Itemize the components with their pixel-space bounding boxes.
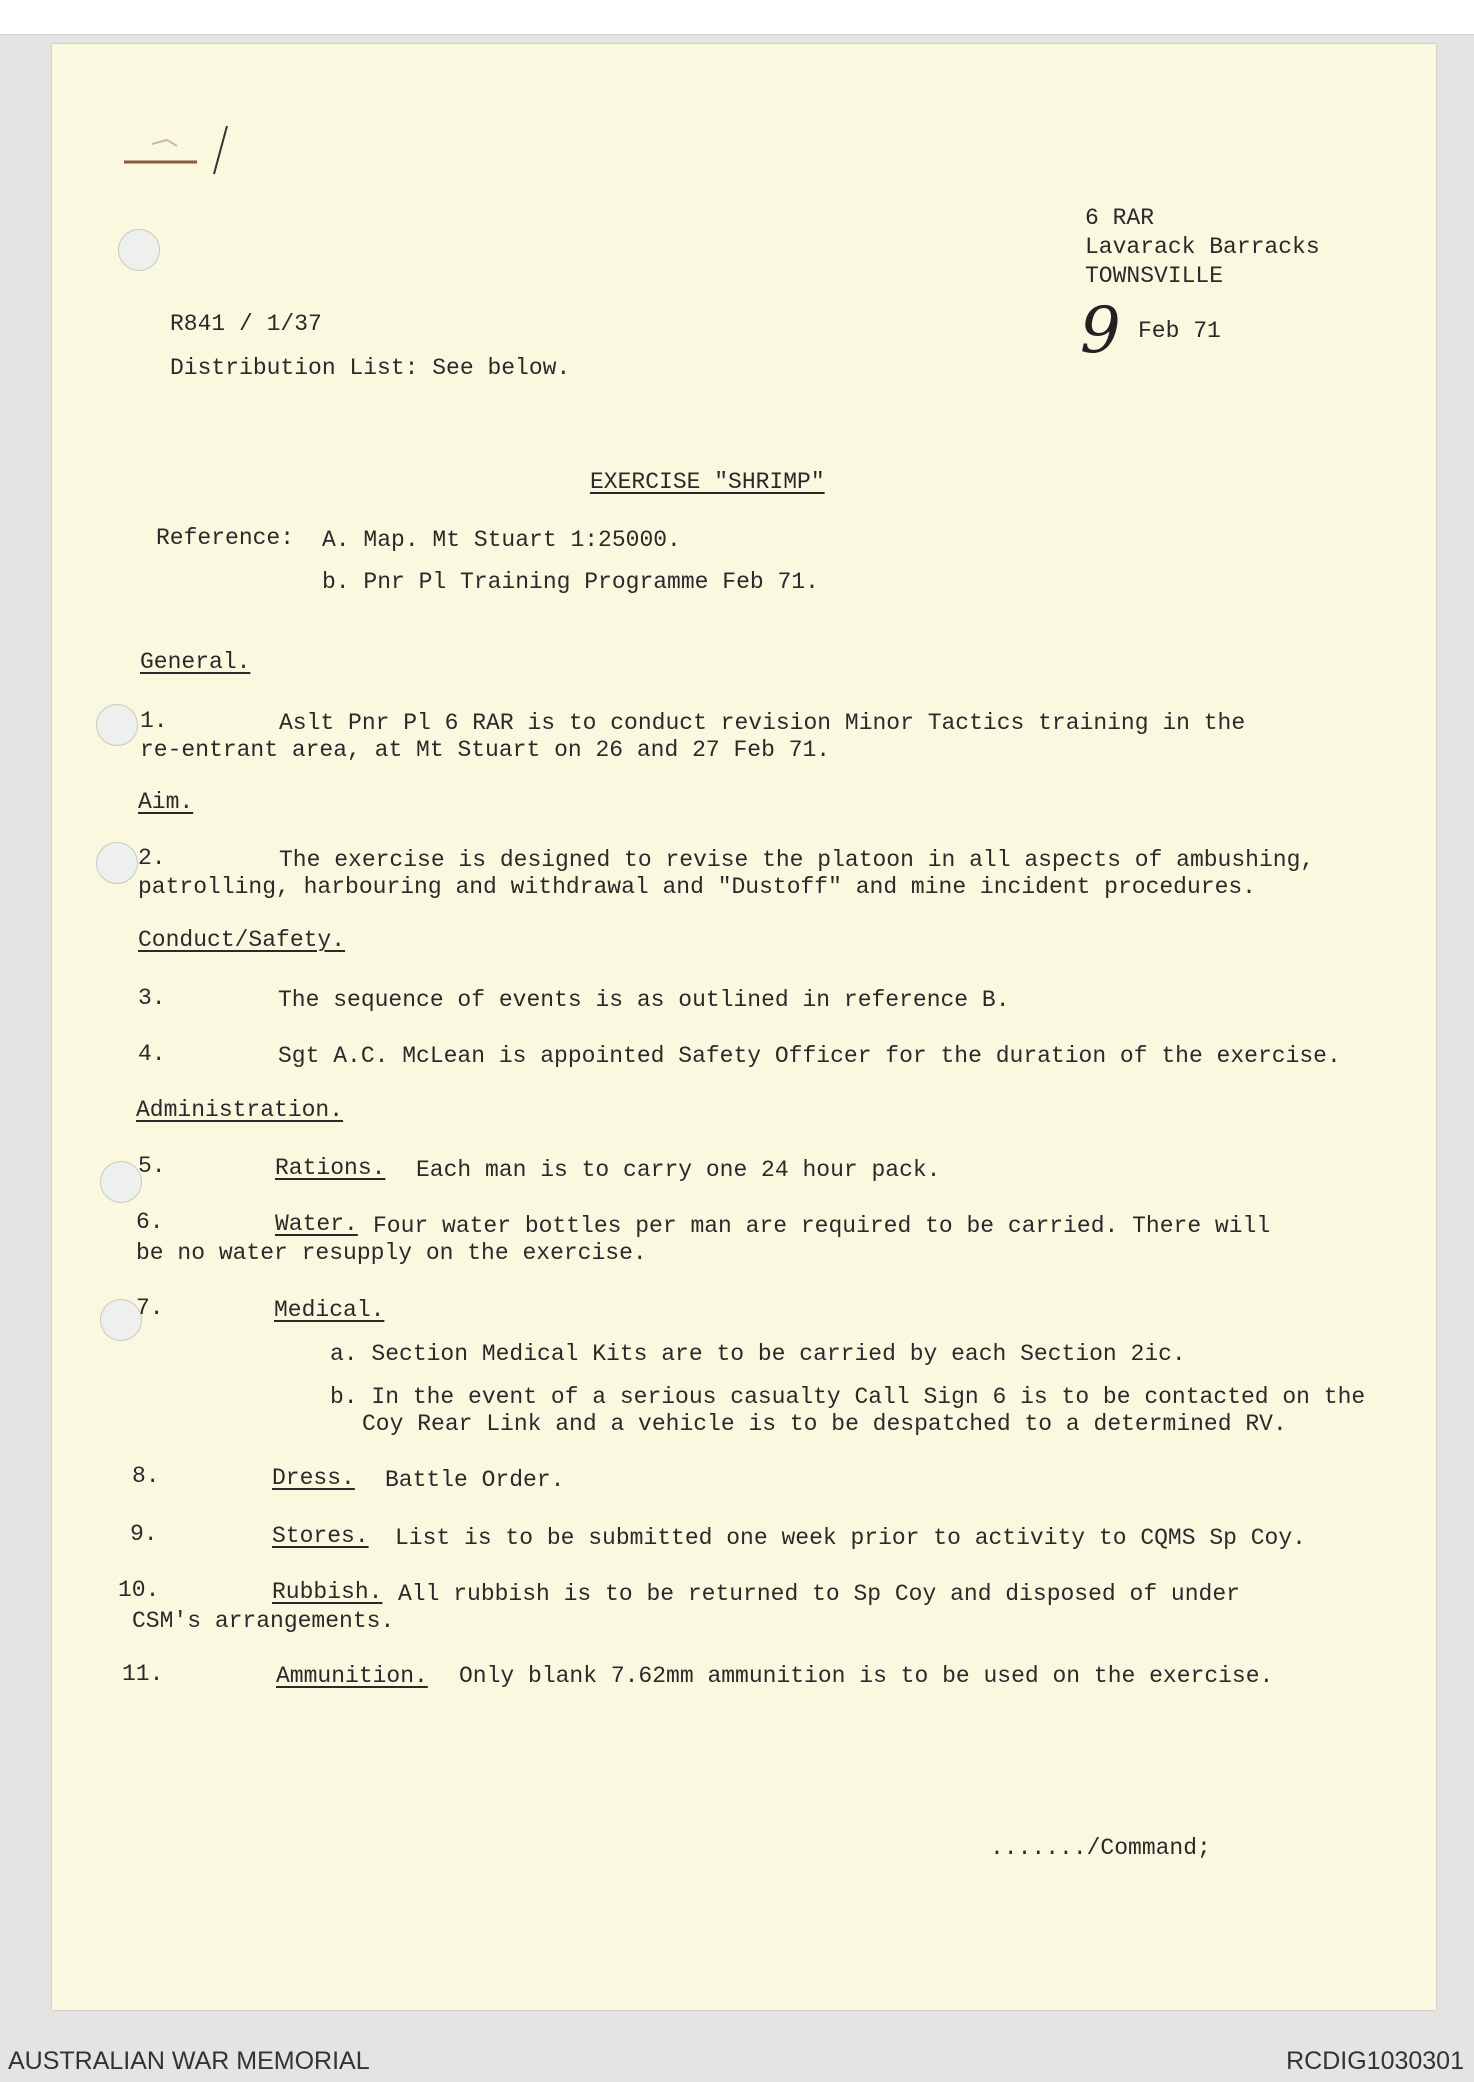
para-4-text: Sgt A.C. McLean is appointed Safety Officer for the duration of the exercise. (278, 1043, 1341, 1069)
section-aim: Aim. (138, 789, 194, 815)
para-7a-text: a. Section Medical Kits are to be carried by each Section 2ic. (330, 1341, 1186, 1367)
para-8-text: Battle Order. (385, 1467, 565, 1493)
para-5-heading: Rations. (275, 1155, 386, 1181)
sender-town: TOWNSVILLE (1085, 263, 1224, 289)
para-8-heading: Dress. (272, 1465, 355, 1491)
para-10-heading: Rubbish. (272, 1579, 383, 1605)
reference-label: Reference: (156, 525, 295, 551)
para-9-text: List is to be submitted one week prior to activity to CQMS Sp Coy. (395, 1525, 1306, 1551)
scan-top-strip (0, 0, 1474, 35)
section-general: General. (140, 649, 251, 675)
punch-hole (96, 842, 138, 884)
continuation-marker: ......./Command; (990, 1835, 1211, 1861)
document-title: EXERCISE "SHRIMP" (590, 469, 825, 495)
para-11-text: Only blank 7.62mm ammunition is to be used on the exercise. (459, 1663, 1274, 1689)
para-9-number: 9. (130, 1521, 158, 1547)
distribution-line: Distribution List: See below. (170, 355, 571, 381)
para-7b-line1: b. In the event of a serious casualty Call Sign 6 is to be contacted on the (330, 1384, 1366, 1410)
sender-unit: 6 RAR (1085, 205, 1155, 231)
para-10-line1: All rubbish is to be returned to Sp Coy and disposed of under (398, 1581, 1240, 1607)
para-9-heading: Stores. (272, 1523, 369, 1549)
reference-b: b. Pnr Pl Training Programme Feb 71. (322, 569, 819, 595)
para-10-number: 10. (118, 1577, 160, 1603)
para-7b-line2: Coy Rear Link and a vehicle is to be despatched to a determined RV. (362, 1411, 1287, 1437)
para-2-number: 2. (138, 845, 166, 871)
punch-hole (100, 1161, 142, 1203)
para-6-line1: Four water bottles per man are required to be carried. There will (373, 1213, 1271, 1239)
section-conduct-safety: Conduct/Safety. (138, 927, 346, 953)
punch-hole (118, 229, 160, 271)
punch-hole (96, 704, 138, 746)
ink-mark (122, 122, 242, 182)
section-administration: Administration. (136, 1097, 344, 1123)
footer-archive-name: AUSTRALIAN WAR MEMORIAL (8, 2047, 370, 2075)
para-3-text: The sequence of events is as outlined in reference B. (278, 987, 1010, 1013)
document-page (52, 44, 1436, 2010)
para-7-number: 7. (136, 1295, 164, 1321)
date-month-year: Feb 71 (1138, 318, 1221, 344)
para-6-line2: be no water resupply on the exercise. (136, 1240, 647, 1266)
reference-a: A. Map. Mt Stuart 1:25000. (322, 527, 681, 553)
para-11-heading: Ammunition. (276, 1663, 428, 1689)
para-6-number: 6. (136, 1209, 164, 1235)
para-2-line2: patrolling, harbouring and withdrawal and "Dustoff" and mine incident procedures. (138, 874, 1256, 900)
para-1-line1: Aslt Pnr Pl 6 RAR is to conduct revision Minor Tactics training in the (279, 710, 1246, 736)
date-day-handwritten: 9 (1080, 294, 1121, 368)
para-1-line2: re-entrant area, at Mt Stuart on 26 and 27 Feb 71. (140, 737, 831, 763)
reference-number: R841 / 1/37 (170, 311, 322, 337)
para-10-line2: CSM's arrangements. (132, 1608, 395, 1634)
para-4-number: 4. (138, 1041, 166, 1067)
para-8-number: 8. (132, 1463, 160, 1489)
para-6-heading: Water. (275, 1211, 358, 1237)
para-5-number: 5. (138, 1153, 166, 1179)
para-3-number: 3. (138, 985, 166, 1011)
para-2-line1: The exercise is designed to revise the platoon in all aspects of ambushing, (279, 847, 1315, 873)
footer-record-id: RCDIG1030301 (1286, 2047, 1464, 2075)
para-5-text: Each man is to carry one 24 hour pack. (416, 1157, 941, 1183)
para-11-number: 11. (122, 1661, 164, 1687)
sender-barracks: Lavarack Barracks (1085, 234, 1320, 260)
para-7-heading: Medical. (274, 1297, 385, 1323)
para-1-number: 1. (140, 708, 168, 734)
